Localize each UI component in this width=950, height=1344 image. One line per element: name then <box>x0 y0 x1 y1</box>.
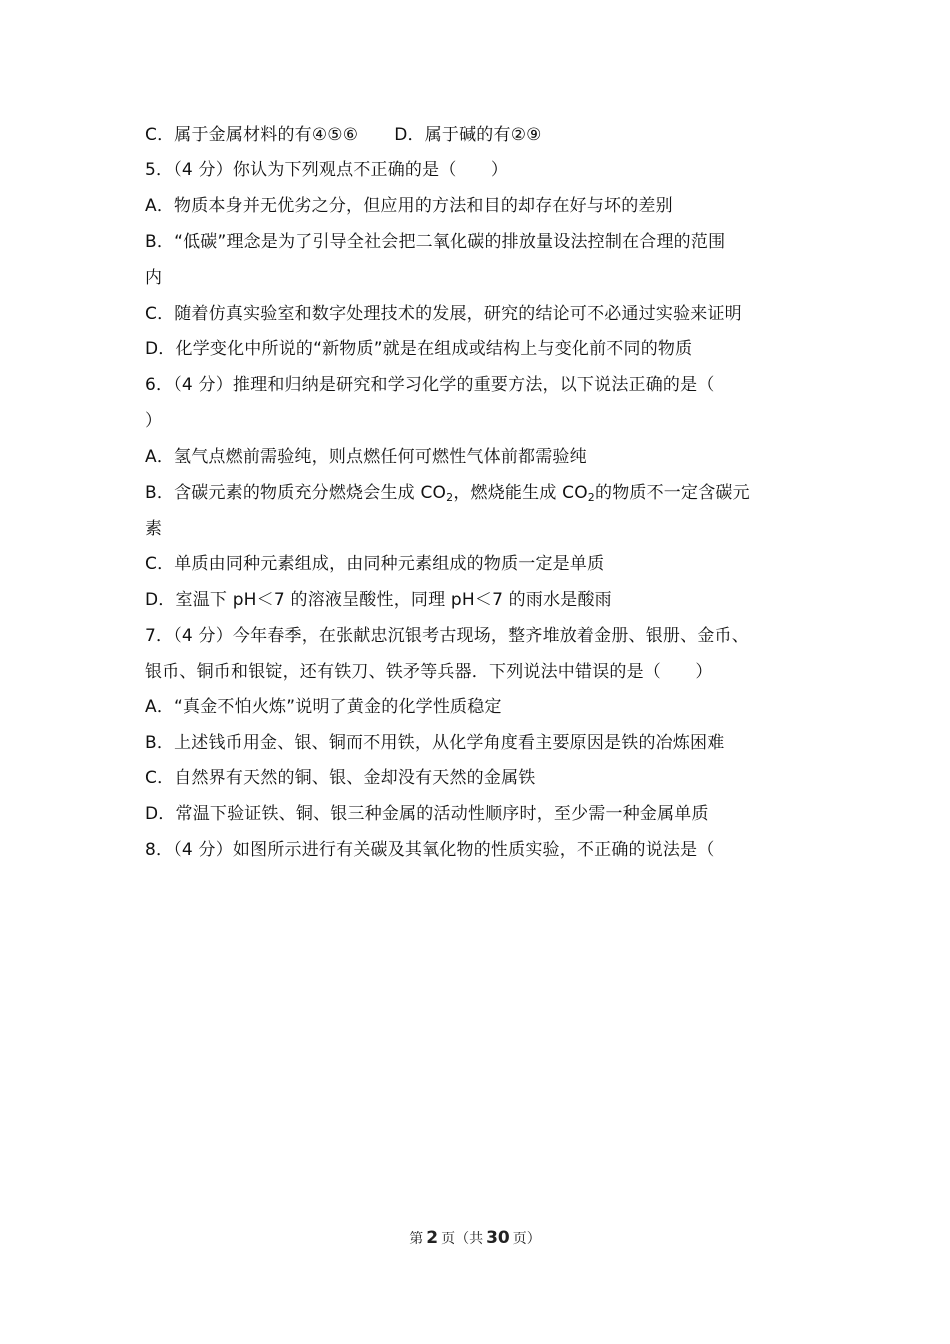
question-5-option-b-continued: 内 <box>145 268 163 288</box>
question-6-stem-continued: ） <box>145 411 163 431</box>
option-d: D．属于碱的有②⑨ <box>394 125 542 145</box>
question-7-option-a: A．“真金不怕火炼”说明了黄金的化学性质稳定 <box>145 697 502 717</box>
question-5-option-a: A．物质本身并无优劣之分，但应用的方法和目的却存在好与坏的差别 <box>145 196 673 216</box>
question-5-option-d: D．化学变化中所说的“新物质”就是在组成或结构上与变化前不同的物质 <box>145 339 693 359</box>
question-7-stem: 7．（4 分）今年春季，在张献忠沉银考古现场，整齐堆放着金册、银册、金币、 <box>145 626 749 646</box>
question-6-option-b: B．含碳元素的物质充分燃烧会生成 $CO_2$，燃烧能生成 $CO_2$的物质不一定含碳元 <box>145 483 750 504</box>
question-6-option-d: D．室温下 pH＜7 的溶液呈酸性，同理 pH＜7 的雨水是酸雨 <box>145 590 612 610</box>
current-page-number: 2 <box>426 1228 439 1248</box>
page-footer: 第 2 页（共 30 页） <box>409 1228 541 1248</box>
question-5-stem: 5．（4 分）你认为下列观点不正确的是（ ） <box>145 160 509 180</box>
question-7-option-b: B．上述钱币用金、银、铜而不用铁，从化学角度看主要原因是铁的冶炼困难 <box>145 733 725 753</box>
question-8-stem: 8．（4 分）如图所示进行有关碳及其氧化物的性质实验，不正确的说法是（ <box>145 840 715 860</box>
question-7-option-c: C．自然界有天然的铜、银、金却没有天然的金属铁 <box>145 768 536 788</box>
question-6-option-b-continued: 素 <box>145 519 163 539</box>
option-line <box>145 124 815 146</box>
question-7-stem-continued: 银币、铜币和银锭，还有铁刀、铁矛等兵器．下列说法中错误的是（ ） <box>145 662 713 682</box>
question-7-option-d: D．常温下验证铁、铜、银三种金属的活动性顺序时，至少需一种金属单质 <box>145 804 709 824</box>
question-5-option-b: B．“低碳”理念是为了引导全社会把二氧化碳的排放量设法控制在合理的范围 <box>145 232 726 252</box>
total-page-count: 30 <box>486 1228 510 1248</box>
option-c: C．属于金属材料的有④⑤⑥ <box>145 125 359 145</box>
question-6-stem: 6．（4 分）推理和归纳是研究和学习化学的重要方法，以下说法正确的是（ <box>145 375 715 395</box>
question-6-option-c: C．单质由同种元素组成，由同种元素组成的物质一定是单质 <box>145 554 605 574</box>
question-5-option-c: C．随着仿真实验室和数字处理技术的发展，研究的结论可不必通过实验来证明 <box>145 304 742 324</box>
question-6-option-a: A．氢气点燃前需验纯，则点燃任何可燃性气体前都需验纯 <box>145 447 587 467</box>
